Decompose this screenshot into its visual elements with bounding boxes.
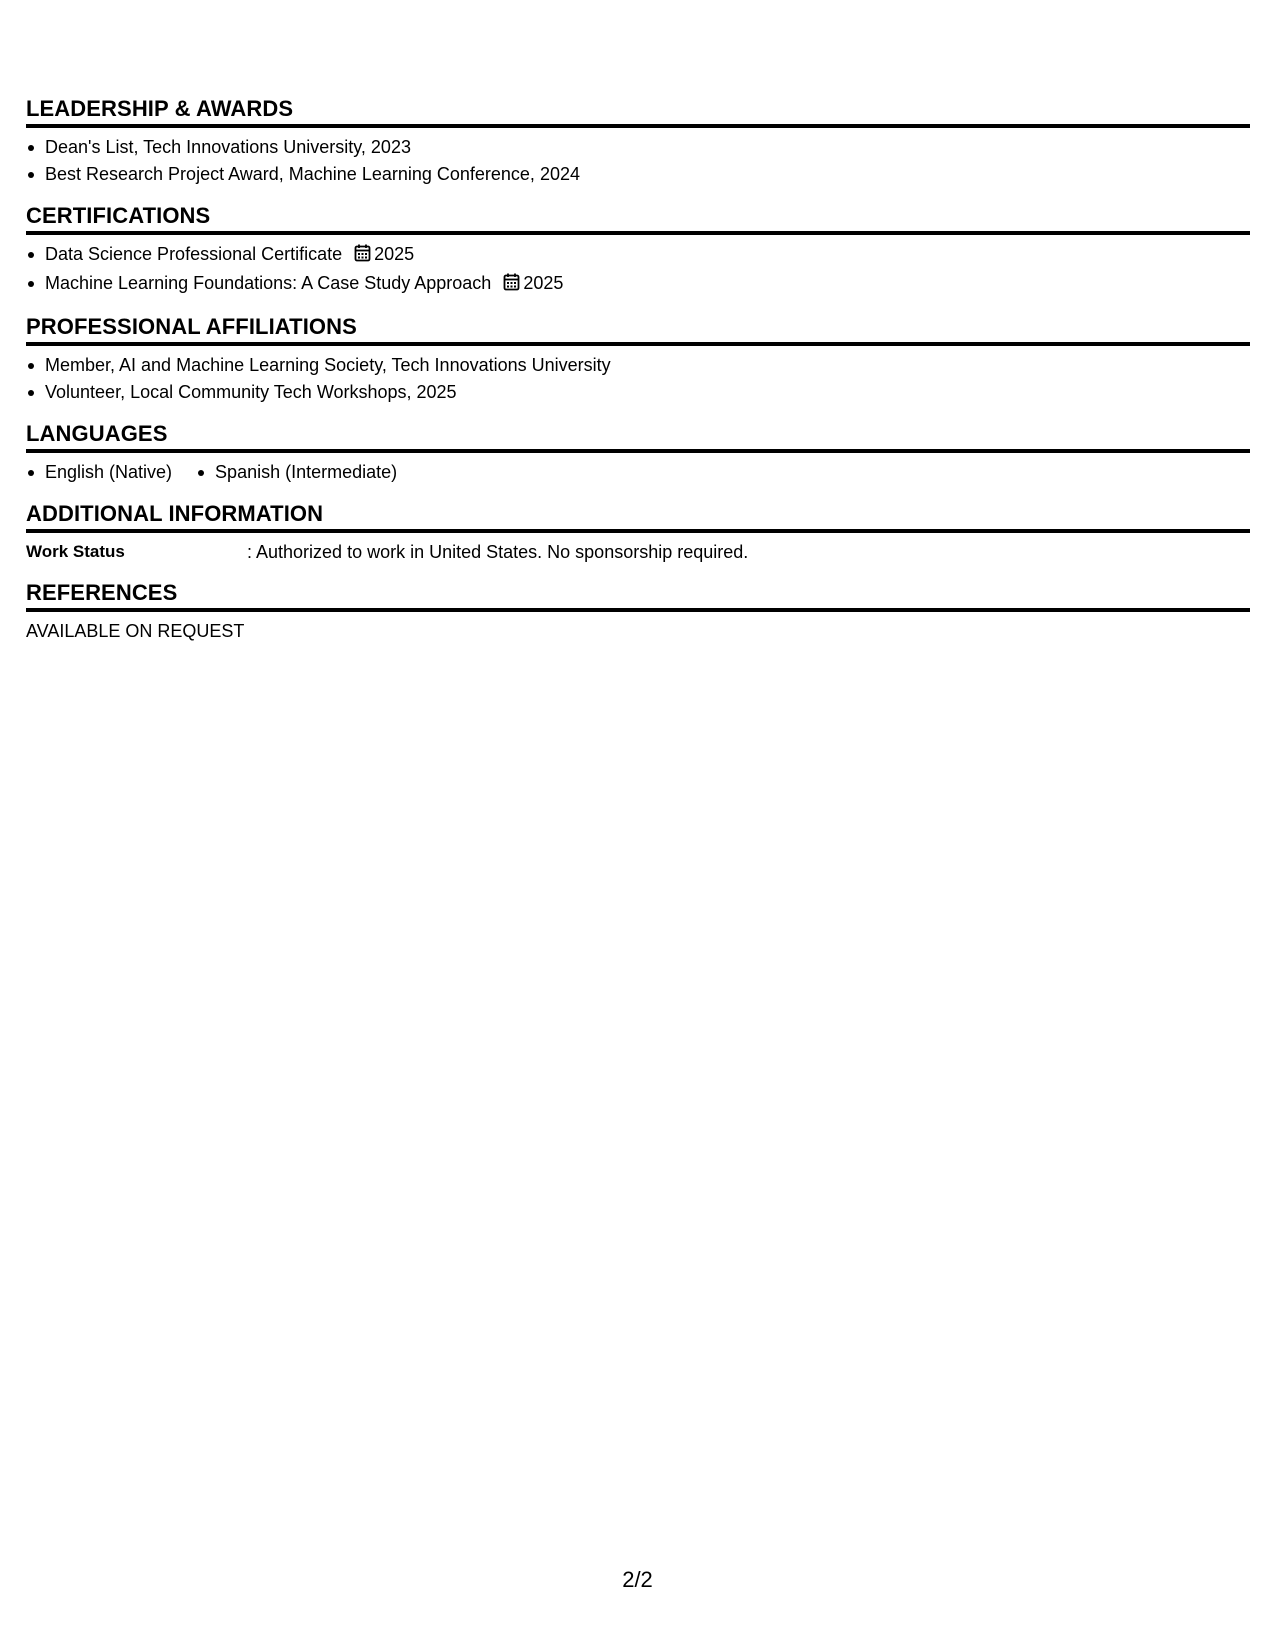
calendar-icon [354, 243, 371, 270]
work-status-row [26, 539, 1250, 565]
resume-page [26, 96, 1250, 645]
section-rule [26, 342, 1250, 346]
certification-year: 2025 [374, 244, 415, 264]
work-status-value: : Authorized to work in United States. No sponsorship required. [247, 542, 749, 562]
section-title: REFERENCES [26, 580, 178, 605]
list-item: Volunteer, Local Community Tech Workshops, 2025 [26, 379, 1250, 406]
affiliations-list [26, 352, 1250, 406]
section-rule [26, 529, 1250, 533]
list-item [26, 270, 1250, 299]
certification-name: Data Science Professional Certificate [45, 244, 343, 264]
section-additional-information [26, 501, 1250, 565]
section-languages [26, 421, 1250, 486]
section-title: PROFESSIONAL AFFILIATIONS [26, 314, 357, 339]
list-item: Best Research Project Award, Machine Learning Conference, 2024 [26, 161, 1250, 188]
list-item [26, 241, 1250, 270]
work-status-label: Work Status [26, 542, 125, 561]
certification-year: 2025 [523, 273, 564, 293]
languages-list [26, 459, 1250, 486]
section-leadership-awards [26, 96, 1250, 188]
section-rule [26, 124, 1250, 128]
certification-name: Machine Learning Foundations: A Case Study Approach [45, 273, 492, 293]
list-item: Member, AI and Machine Learning Society, Tech Innovations University [26, 352, 1250, 379]
references-text: AVAILABLE ON REQUEST [26, 621, 245, 641]
list-item: Spanish (Intermediate) [196, 459, 397, 486]
list-item: Dean's List, Tech Innovations University, 2023 [26, 134, 1250, 161]
section-title: LEADERSHIP & AWARDS [26, 96, 294, 121]
section-title: CERTIFICATIONS [26, 203, 211, 228]
section-references [26, 580, 1250, 645]
section-rule [26, 608, 1250, 612]
section-professional-affiliations [26, 314, 1250, 406]
calendar-icon [503, 272, 520, 299]
awards-list [26, 134, 1250, 188]
section-rule [26, 449, 1250, 453]
list-item: English (Native) [26, 459, 172, 486]
section-title: LANGUAGES [26, 421, 168, 446]
page-number: 2/2 [622, 1567, 653, 1592]
certifications-list [26, 241, 1250, 299]
section-rule [26, 231, 1250, 235]
section-title: ADDITIONAL INFORMATION [26, 501, 324, 526]
section-certifications [26, 203, 1250, 299]
